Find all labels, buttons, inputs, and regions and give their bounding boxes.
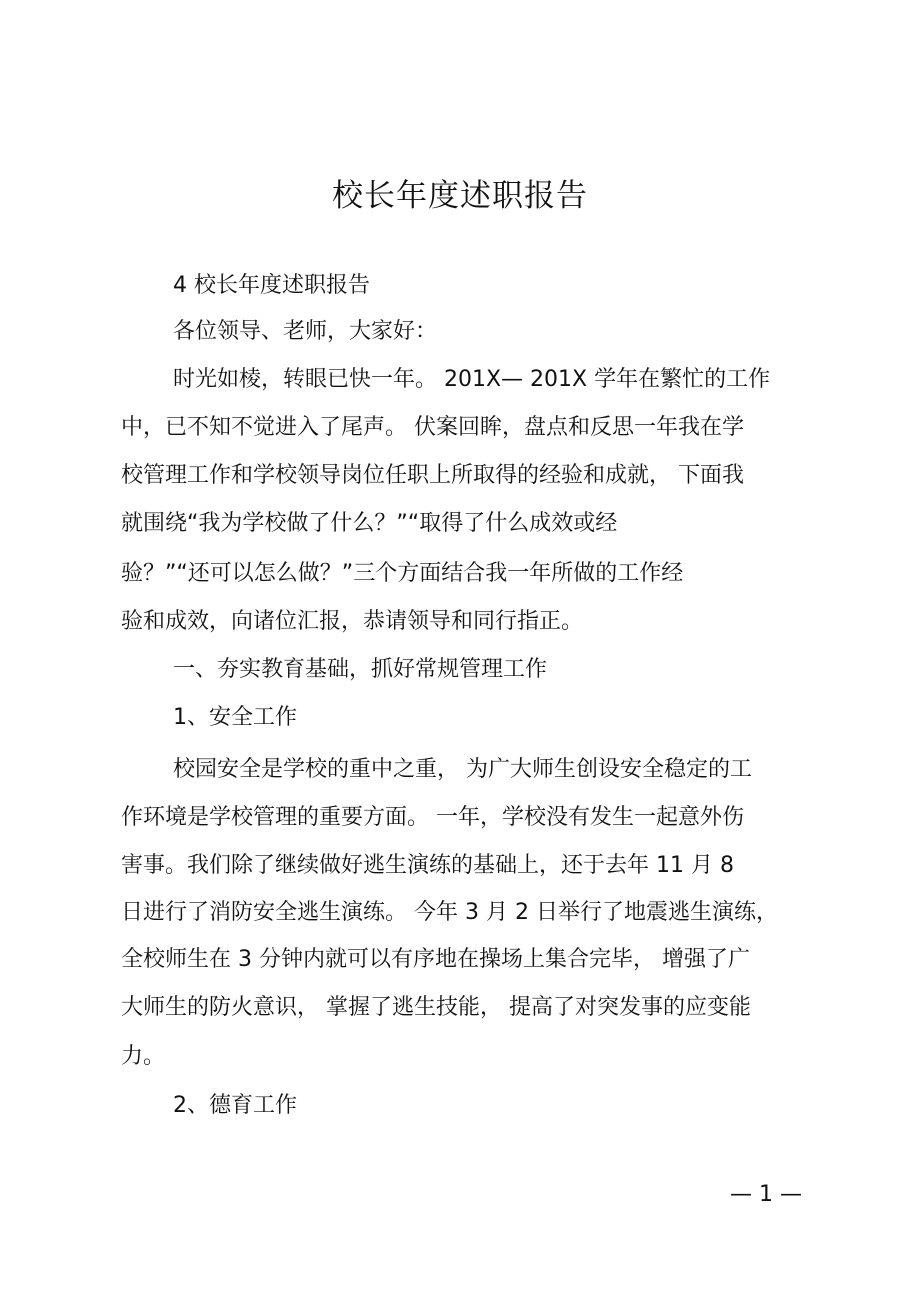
paragraph-line: 作环境是学校管理的重要方面。 一年，学校没有发生一起意外伤 <box>121 805 744 830</box>
paragraph-line: 验和成效，向诸位汇报，恭请领导和同行指正。 <box>121 609 584 634</box>
paragraph-line: 中，已不知不觉进入了尾声。 伏案回眸，盘点和反思一年我在学 <box>121 415 744 440</box>
document-title: 校长年度述职报告 <box>332 178 588 214</box>
paragraph-line: 校管理工作和学校领导岗位任职上所取得的经验和成就， 下面我 <box>121 463 744 488</box>
section-heading: 一、夯实教育基础，抓好常规管理工作 <box>173 657 548 682</box>
paragraph-line: 就围绕“我为学校做了什么？”“取得了什么成效或经 <box>121 511 618 536</box>
paragraph-line: 验？”“还可以怎么做？”三个方面结合我一年所做的工作经 <box>121 561 684 586</box>
paragraph-line: 校园安全是学校的重中之重， 为广大师生创设安全稳定的工 <box>173 757 752 782</box>
paragraph-line: 时光如棱，转眼已快一年。 201X— 201X 学年在繁忙的工作 <box>173 367 771 392</box>
paragraph-line: 全校师生在 3 分钟内就可以有序地在操场上集合完毕， 增强了广 <box>121 947 750 972</box>
paragraph-line: 大师生的防火意识， 掌握了逃生技能， 提高了对突发事的应变能 <box>121 995 751 1020</box>
paragraph-line: 害事。我们除了继续做好逃生演练的基础上，还于去年 11 月 8 <box>121 853 734 878</box>
subtitle-line: 4 校长年度述职报告 <box>173 273 370 298</box>
subsection-heading-moral: 2、德育工作 <box>173 1093 297 1118</box>
paragraph-line: 力。 <box>121 1044 166 1069</box>
page-number: — 1 — <box>730 1182 802 1207</box>
greeting-line: 各位领导、老师，大家好： <box>173 319 438 344</box>
paragraph-line: 日进行了消防安全逃生演练。 今年 3 月 2 日举行了地震逃生演练， <box>121 900 778 925</box>
subsection-heading-safety: 1、安全工作 <box>173 705 297 730</box>
